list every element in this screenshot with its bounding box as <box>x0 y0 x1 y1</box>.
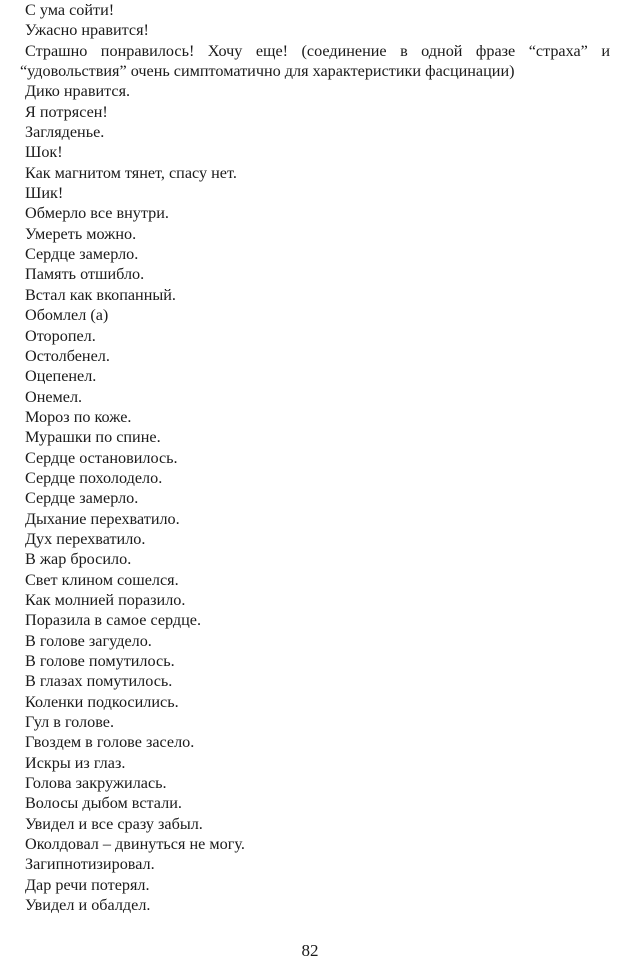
text-line: Умереть можно. <box>25 224 137 243</box>
text-line: Шик! <box>25 184 64 203</box>
text-line: Волосы дыбом встали. <box>25 794 182 813</box>
text-line: Гвоздем в голове засело. <box>25 733 195 752</box>
page-number: 82 <box>301 941 319 960</box>
text-line: Дыхание перехватило. <box>25 509 180 528</box>
text-line: С ума сойти! <box>25 1 115 19</box>
text-line: Дар речи потерял. <box>25 875 150 894</box>
text-line: Сердце похолодело. <box>25 468 163 487</box>
text-line: Как магнитом тянет, спасу нет. <box>25 163 237 182</box>
text-line: Мороз по коже. <box>25 407 132 426</box>
text-line: Околдовал – двинуться не могу. <box>25 835 245 854</box>
text-line: Сердце остановилось. <box>25 448 178 467</box>
text-line: Голова закружилась. <box>25 774 167 793</box>
text-line: Я потрясен! <box>25 102 108 121</box>
text-line: Коленки подкосились. <box>25 692 179 711</box>
text-line: Сердце замерло. <box>25 245 139 264</box>
text-line: Оцепенел. <box>25 367 97 386</box>
text-line: Дух перехватило. <box>25 529 146 548</box>
text-line: Сердце замерло. <box>25 489 139 508</box>
text-line: Встал как вкопанный. <box>25 285 176 304</box>
text-line: В жар бросило. <box>25 550 132 569</box>
text-block <box>20 0 610 915</box>
text-line: Оторопел. <box>25 326 96 345</box>
text-line: Свет клином сошелся. <box>25 570 179 589</box>
text-line: Обомлел (а) <box>25 306 109 325</box>
text-line: Онемел. <box>25 387 83 406</box>
text-line: Увидел и обалдел. <box>25 896 151 915</box>
text-line: Остолбенел. <box>25 346 110 365</box>
text-line: Загипнотизировал. <box>25 855 155 874</box>
text-line: Искры из глаз. <box>25 753 126 772</box>
text-line: Память отшибло. <box>25 265 145 284</box>
text-line: Ужасно нравится! <box>25 21 149 40</box>
text-paragraph: Страшно понравилось! Хочу еще! (соединение в одной фразе “страха” и “удовольствия” очень симптоматично для характеристики фасцинации) <box>20 41 610 81</box>
text-line: Гул в голове. <box>25 713 115 732</box>
text-line: В голове помутилось. <box>25 652 175 670</box>
text-line: Поразила в самое сердце. <box>25 611 202 630</box>
text-line: В голове загудело. <box>25 631 152 650</box>
text-line: Дико нравится. <box>25 82 131 101</box>
text-line: Обмерло все внутри. <box>25 204 169 223</box>
text-line: Загляденье. <box>25 123 105 142</box>
text-line: Мурашки по спине. <box>25 428 161 447</box>
text-line: Увидел и все сразу забыл. <box>25 814 203 833</box>
text-line: Шок! <box>25 143 63 162</box>
text-line: В глазах помутилось. <box>25 672 173 691</box>
text-line: Как молнией поразило. <box>25 590 186 609</box>
